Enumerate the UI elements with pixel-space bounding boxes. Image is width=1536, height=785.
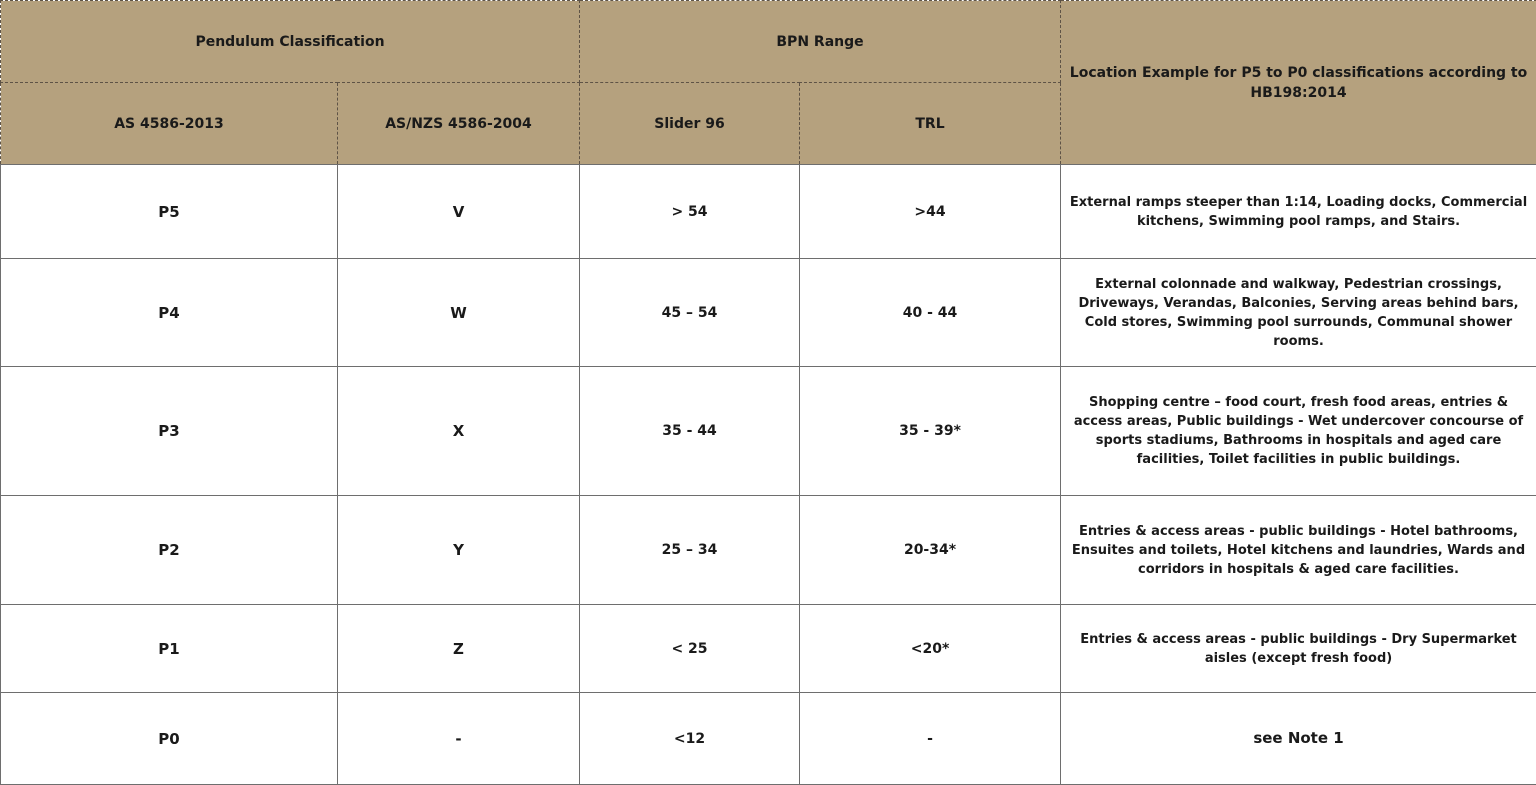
- header-group-row: [1, 1, 1536, 83]
- cell-as-nzs-2004: X: [338, 367, 580, 496]
- cell-location-example: Entries & access areas - public buildings - Hotel bathrooms, Ensuites and toilets, Hotel kitchens and laundries, Wards and corridors in hospitals & aged care facilities.: [1061, 496, 1536, 605]
- table-header: [1, 1, 1536, 165]
- cell-as-nzs-2004: W: [338, 259, 580, 367]
- cell-as-2013: P4: [1, 259, 338, 367]
- cell-trl: 20-34*: [800, 496, 1061, 605]
- header-trl: TRL: [800, 83, 1061, 165]
- table-row-p1: [1, 605, 1536, 693]
- cell-location-example: Entries & access areas - public buildings - Dry Supermarket aisles (except fresh food): [1061, 605, 1536, 693]
- header-bpn-range: BPN Range: [580, 1, 1061, 83]
- cell-as-nzs-2004: Y: [338, 496, 580, 605]
- cell-as-2013: P2: [1, 496, 338, 605]
- cell-trl: 40 - 44: [800, 259, 1061, 367]
- cell-location-example: see Note 1: [1061, 693, 1536, 785]
- cell-as-2013: P5: [1, 165, 338, 259]
- table-row-p3: [1, 367, 1536, 496]
- cell-as-nzs-2004: V: [338, 165, 580, 259]
- cell-as-nzs-2004: -: [338, 693, 580, 785]
- header-as-nzs-4586-2004: AS/NZS 4586-2004: [338, 83, 580, 165]
- cell-trl: 35 - 39*: [800, 367, 1061, 496]
- header-slider-96: Slider 96: [580, 83, 800, 165]
- table-row-p2: [1, 496, 1536, 605]
- cell-as-2013: P0: [1, 693, 338, 785]
- cell-as-2013: P3: [1, 367, 338, 496]
- cell-location-example: External colonnade and walkway, Pedestrian crossings, Driveways, Verandas, Balconies, Serving areas behind bars, Cold stores, Swimming pool surrounds, Communal shower rooms.: [1061, 259, 1536, 367]
- cell-slider-96: <12: [580, 693, 800, 785]
- header-location-example: Location Example for P5 to P0 classifications according to HB198:2014: [1061, 1, 1536, 165]
- cell-as-nzs-2004: Z: [338, 605, 580, 693]
- cell-location-example: External ramps steeper than 1:14, Loading docks, Commercial kitchens, Swimming pool ramps, and Stairs.: [1061, 165, 1536, 259]
- cell-trl: >44: [800, 165, 1061, 259]
- cell-location-example: Shopping centre – food court, fresh food areas, entries & access areas, Public buildings - Wet undercover concourse of sports stadiums, Bathrooms in hospitals and aged care facilities, Toilet facilities in public buildings.: [1061, 367, 1536, 496]
- cell-slider-96: 35 - 44: [580, 367, 800, 496]
- table-row-p4: [1, 259, 1536, 367]
- cell-slider-96: < 25: [580, 605, 800, 693]
- cell-as-2013: P1: [1, 605, 338, 693]
- table-row-p5: [1, 165, 1536, 259]
- cell-slider-96: 25 – 34: [580, 496, 800, 605]
- cell-trl: -: [800, 693, 1061, 785]
- header-pendulum-classification: Pendulum Classification: [1, 1, 580, 83]
- header-as-4586-2013: AS 4586-2013: [1, 83, 338, 165]
- cell-slider-96: > 54: [580, 165, 800, 259]
- table-body: [1, 165, 1536, 785]
- table-row-p0: [1, 693, 1536, 785]
- cell-trl: <20*: [800, 605, 1061, 693]
- cell-slider-96: 45 – 54: [580, 259, 800, 367]
